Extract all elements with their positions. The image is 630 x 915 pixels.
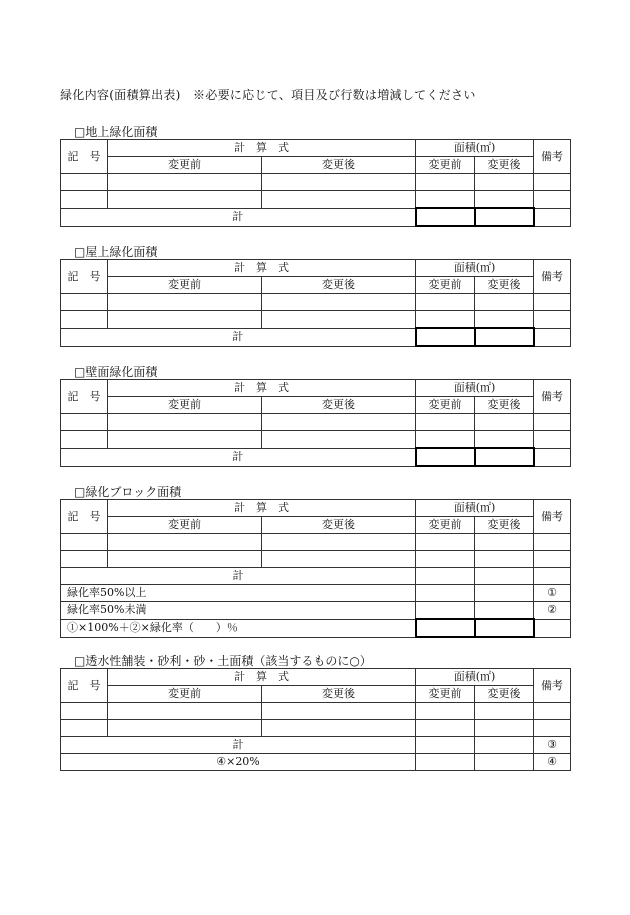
cell-input[interactable] — [416, 737, 475, 754]
cell-input[interactable] — [534, 703, 571, 720]
result-before-input[interactable] — [416, 619, 475, 637]
page-title: 緑化内容(面積算出表) ※必要に応じて、項目及び行数は増減してください — [60, 88, 476, 102]
header-symbol: 記 号 — [61, 260, 108, 294]
cell-input[interactable] — [108, 703, 262, 720]
cell-input[interactable] — [475, 174, 534, 191]
cell-input[interactable] — [262, 720, 416, 737]
cell-input[interactable] — [416, 720, 475, 737]
cell-input[interactable] — [262, 174, 416, 191]
cell-input[interactable] — [262, 703, 416, 720]
table-row — [61, 703, 571, 720]
cell-input[interactable] — [61, 534, 108, 551]
table-row — [61, 551, 571, 568]
cell-input[interactable] — [534, 568, 571, 585]
header-after: 変更後 — [262, 686, 416, 703]
cell-input[interactable] — [475, 431, 534, 449]
total-label: 計 — [61, 208, 416, 226]
table-row — [61, 174, 571, 191]
row-label-formula: ①×100%＋②×緑化率（ ）％ — [61, 619, 416, 637]
header-symbol: 記 号 — [61, 669, 108, 703]
cell-input[interactable] — [475, 414, 534, 431]
header-symbol: 記 号 — [61, 500, 108, 534]
header-before: 変更前 — [108, 397, 262, 414]
section-title-wall: □壁面緑化面積 — [74, 365, 158, 379]
header-area-after: 変更後 — [475, 686, 534, 703]
header-before: 変更前 — [108, 277, 262, 294]
mark-4: ④ — [534, 754, 571, 771]
header-remarks: 備考 — [534, 260, 571, 294]
total-label: 計 — [61, 737, 416, 754]
table-row — [61, 431, 571, 449]
cell-input[interactable] — [61, 191, 108, 209]
cell-input[interactable] — [534, 311, 571, 329]
table-ground-greening — [60, 139, 571, 227]
cell-input[interactable] — [534, 448, 571, 466]
total-after-input[interactable] — [475, 448, 534, 466]
table-row — [61, 294, 571, 311]
cell-input[interactable] — [262, 311, 416, 329]
total-before-input[interactable] — [416, 328, 475, 346]
mark-3: ③ — [534, 737, 571, 754]
row-label-twenty-percent: ④×20% — [61, 754, 416, 771]
header-area-before: 変更前 — [416, 686, 475, 703]
cell-input[interactable] — [262, 551, 416, 568]
cell-input[interactable] — [61, 294, 108, 311]
header-area-after: 変更後 — [475, 157, 534, 174]
total-after-input[interactable] — [475, 328, 534, 346]
total-before-input[interactable] — [416, 208, 475, 226]
cell-input[interactable] — [262, 431, 416, 449]
cell-input[interactable] — [475, 585, 534, 602]
cell-input[interactable] — [108, 414, 262, 431]
header-area-after: 変更後 — [475, 277, 534, 294]
cell-input[interactable] — [416, 311, 475, 329]
header-area: 面積(㎡) — [416, 669, 534, 686]
total-label: 計 — [61, 328, 416, 346]
header-area-after: 変更後 — [475, 517, 534, 534]
cell-input[interactable] — [534, 191, 571, 209]
cell-input[interactable] — [534, 431, 571, 449]
table-wall-greening — [60, 379, 571, 467]
cell-input[interactable] — [416, 431, 475, 449]
row-label-ratio-low: 緑化率50%未満 — [61, 602, 416, 620]
cell-input[interactable] — [108, 191, 262, 209]
cell-input[interactable] — [61, 720, 108, 737]
cell-input[interactable] — [108, 720, 262, 737]
result-after-input[interactable] — [475, 619, 534, 637]
table-row — [61, 619, 571, 637]
total-label: 計 — [61, 568, 416, 585]
cell-input[interactable] — [416, 191, 475, 209]
row-label-ratio-high: 緑化率50%以上 — [61, 585, 416, 602]
table-rooftop-greening — [60, 259, 571, 347]
table-row — [61, 754, 571, 771]
total-row — [61, 737, 571, 754]
cell-input[interactable] — [61, 551, 108, 568]
cell-input[interactable] — [534, 414, 571, 431]
total-row — [61, 448, 571, 466]
cell-input[interactable] — [262, 191, 416, 209]
table-row — [61, 311, 571, 329]
cell-input[interactable] — [475, 754, 534, 771]
header-symbol: 記 号 — [61, 380, 108, 414]
cell-input[interactable] — [61, 703, 108, 720]
header-formula: 計 算 式 — [108, 380, 416, 397]
table-row — [61, 414, 571, 431]
header-remarks: 備考 — [534, 669, 571, 703]
cell-input[interactable] — [416, 602, 475, 620]
total-before-input[interactable] — [416, 448, 475, 466]
table-row — [61, 191, 571, 209]
header-area-before: 変更前 — [416, 277, 475, 294]
cell-input[interactable] — [61, 414, 108, 431]
cell-input[interactable] — [534, 208, 571, 226]
cell-input[interactable] — [416, 414, 475, 431]
cell-input[interactable] — [475, 720, 534, 737]
cell-input[interactable] — [475, 311, 534, 329]
cell-input[interactable] — [61, 431, 108, 449]
cell-input[interactable] — [108, 431, 262, 449]
cell-input[interactable] — [61, 174, 108, 191]
total-label: 計 — [61, 448, 416, 466]
cell-input[interactable] — [475, 602, 534, 620]
cell-input[interactable] — [534, 551, 571, 568]
header-area: 面積(㎡) — [416, 380, 534, 397]
cell-input[interactable] — [262, 414, 416, 431]
table-row — [61, 720, 571, 737]
header-remarks: 備考 — [534, 380, 571, 414]
cell-input[interactable] — [475, 294, 534, 311]
total-after-input[interactable] — [475, 208, 534, 226]
cell-input[interactable] — [262, 534, 416, 551]
header-formula: 計 算 式 — [108, 669, 416, 686]
mark-1: ① — [534, 585, 571, 602]
table-permeable-surface — [60, 668, 571, 771]
table-block-greening — [60, 499, 571, 638]
cell-input[interactable] — [108, 551, 262, 568]
cell-input[interactable] — [108, 294, 262, 311]
cell-input[interactable] — [534, 534, 571, 551]
table-row — [61, 534, 571, 551]
cell-input[interactable] — [416, 551, 475, 568]
cell-input[interactable] — [534, 328, 571, 346]
header-area: 面積(㎡) — [416, 500, 534, 517]
header-before: 変更前 — [108, 517, 262, 534]
total-row — [61, 208, 571, 226]
header-formula: 計 算 式 — [108, 260, 416, 277]
header-before: 変更前 — [108, 157, 262, 174]
total-row — [61, 568, 571, 585]
table-row — [61, 602, 571, 620]
cell-input[interactable] — [534, 619, 571, 637]
header-formula: 計 算 式 — [108, 140, 416, 157]
header-area: 面積(㎡) — [416, 140, 534, 157]
header-remarks: 備考 — [534, 500, 571, 534]
header-area: 面積(㎡) — [416, 260, 534, 277]
header-area-after: 変更後 — [475, 397, 534, 414]
table-row — [61, 585, 571, 602]
cell-input[interactable] — [416, 294, 475, 311]
header-area-before: 変更前 — [416, 517, 475, 534]
cell-input[interactable] — [108, 174, 262, 191]
header-before: 変更前 — [108, 686, 262, 703]
cell-input[interactable] — [534, 294, 571, 311]
cell-input[interactable] — [108, 534, 262, 551]
cell-input[interactable] — [61, 311, 108, 329]
cell-input[interactable] — [475, 551, 534, 568]
cell-input[interactable] — [475, 191, 534, 209]
header-symbol: 記 号 — [61, 140, 108, 174]
section-title-rooftop: □屋上緑化面積 — [74, 245, 158, 259]
header-after: 変更後 — [262, 277, 416, 294]
section-title-block: □緑化ブロック面積 — [74, 485, 182, 499]
cell-input[interactable] — [475, 737, 534, 754]
cell-input[interactable] — [416, 174, 475, 191]
cell-input[interactable] — [534, 174, 571, 191]
header-area-before: 変更前 — [416, 397, 475, 414]
cell-input[interactable] — [475, 568, 534, 585]
cell-input[interactable] — [416, 703, 475, 720]
header-after: 変更後 — [262, 397, 416, 414]
section-title-ground: □地上緑化面積 — [74, 125, 158, 139]
cell-input[interactable] — [475, 534, 534, 551]
cell-input[interactable] — [416, 754, 475, 771]
header-formula: 計 算 式 — [108, 500, 416, 517]
cell-input[interactable] — [416, 534, 475, 551]
cell-input[interactable] — [108, 311, 262, 329]
total-row — [61, 328, 571, 346]
cell-input[interactable] — [416, 568, 475, 585]
header-area-before: 変更前 — [416, 157, 475, 174]
mark-2: ② — [534, 602, 571, 620]
header-after: 変更後 — [262, 157, 416, 174]
cell-input[interactable] — [262, 294, 416, 311]
cell-input[interactable] — [475, 703, 534, 720]
section-title-permeable: □透水性舗装・砂利・砂・土面積（該当するものに○） — [74, 654, 372, 668]
cell-input[interactable] — [534, 720, 571, 737]
header-remarks: 備考 — [534, 140, 571, 174]
cell-input[interactable] — [416, 585, 475, 602]
header-after: 変更後 — [262, 517, 416, 534]
